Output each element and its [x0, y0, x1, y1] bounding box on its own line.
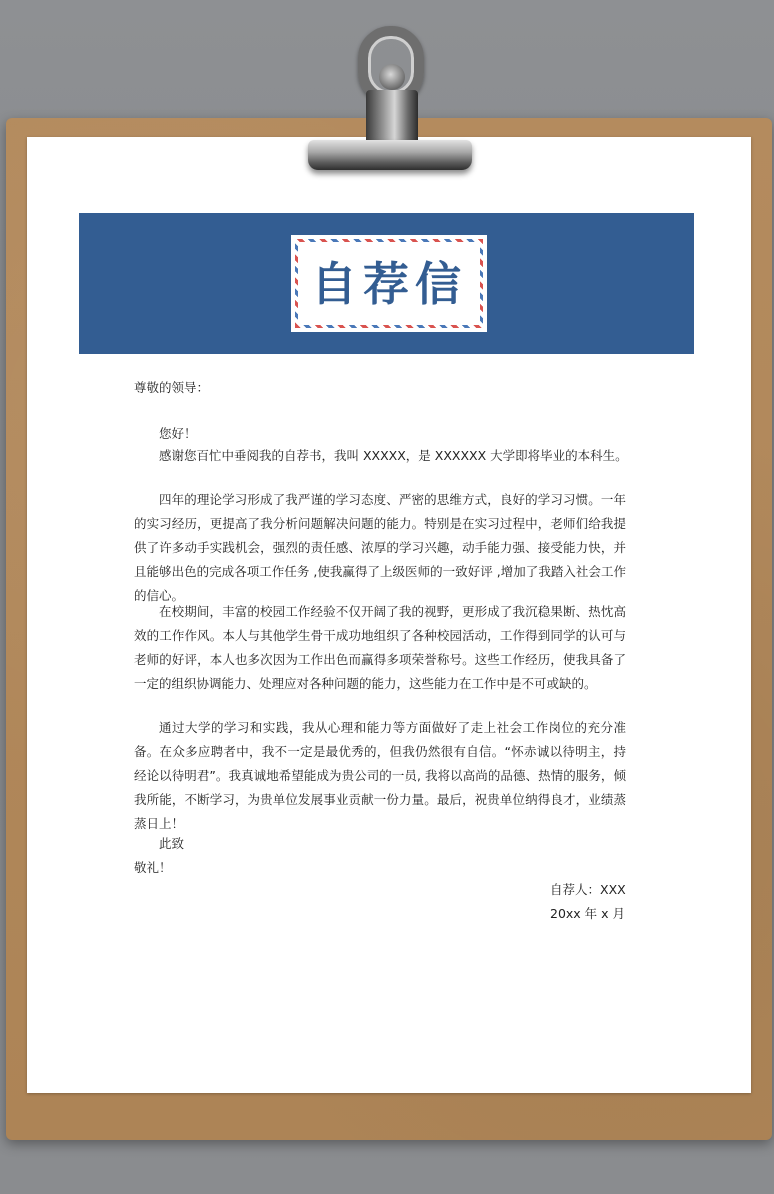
greeting: 您好！ [159, 426, 197, 441]
closing-salute: 敬礼！ [134, 860, 172, 875]
title-frame [295, 239, 483, 328]
clip-jaw [308, 140, 472, 170]
clip-rivet [379, 64, 405, 90]
paragraph-closing: 通过大学的学习和实践，我从心理和能力等方面做好了走上社会工作岗位的充分准备。在众多应聘者中，我不一定是最优秀的，但我仍然很有自信。“怀赤诚以待明主，持经论以待明君”。我真诚地希望能成为贵公司的一员, 我将以高尚的品德、热情的服务，倾我所能，不断学习，为贵单位发展事业贡献一份力量。最后，祝贵单位纳得良才，业绩蒸蒸日上！ [134, 720, 626, 831]
paragraph-campus: 在校期间，丰富的校园工作经验不仅开阔了我的视野，更形成了我沉稳果断、热忱高效的工作作风。本人与其他学生骨干成功地组织了各种校园活动，工作得到同学的认可与老师的好评，本人也多次因为工作出色而赢得多项荣誉称号。这些工作经历，使我具备了一定的组织协调能力、处理应对各种问题的能力，这些能力在工作中是不可或缺的。 [134, 604, 626, 691]
intro-line: 感谢您百忙中垂阅我的自荐书，我叫 XXXXX，是 XXXXXX 大学即将毕业的本科生。 [159, 448, 628, 463]
paragraph-study: 四年的理论学习形成了我严谨的学习态度、严密的思维方式，良好的学习习惯。一年的实习经历，更提高了我分析问题解决问题的能力。特别是在实习过程中，老师们给我提供了许多动手实践机会，强烈的责任感、浓厚的学习兴趣，动手能力强、接受能力快，并且能够出色的完成各项工作任务 ,使我赢得了上级医师的一致好评 ,增加了我踏入社会工作的信心。 [134, 492, 626, 603]
title-box [291, 235, 487, 332]
salutation: 尊敬的领导： [134, 380, 210, 395]
page-title: 自荐信 [311, 256, 467, 311]
binder-clip-icon [300, 20, 480, 180]
closing-phrase: 此致 [159, 836, 185, 851]
date: 20xx 年 x 月 [550, 906, 626, 921]
signature: 自荐人：XXX [550, 882, 626, 897]
